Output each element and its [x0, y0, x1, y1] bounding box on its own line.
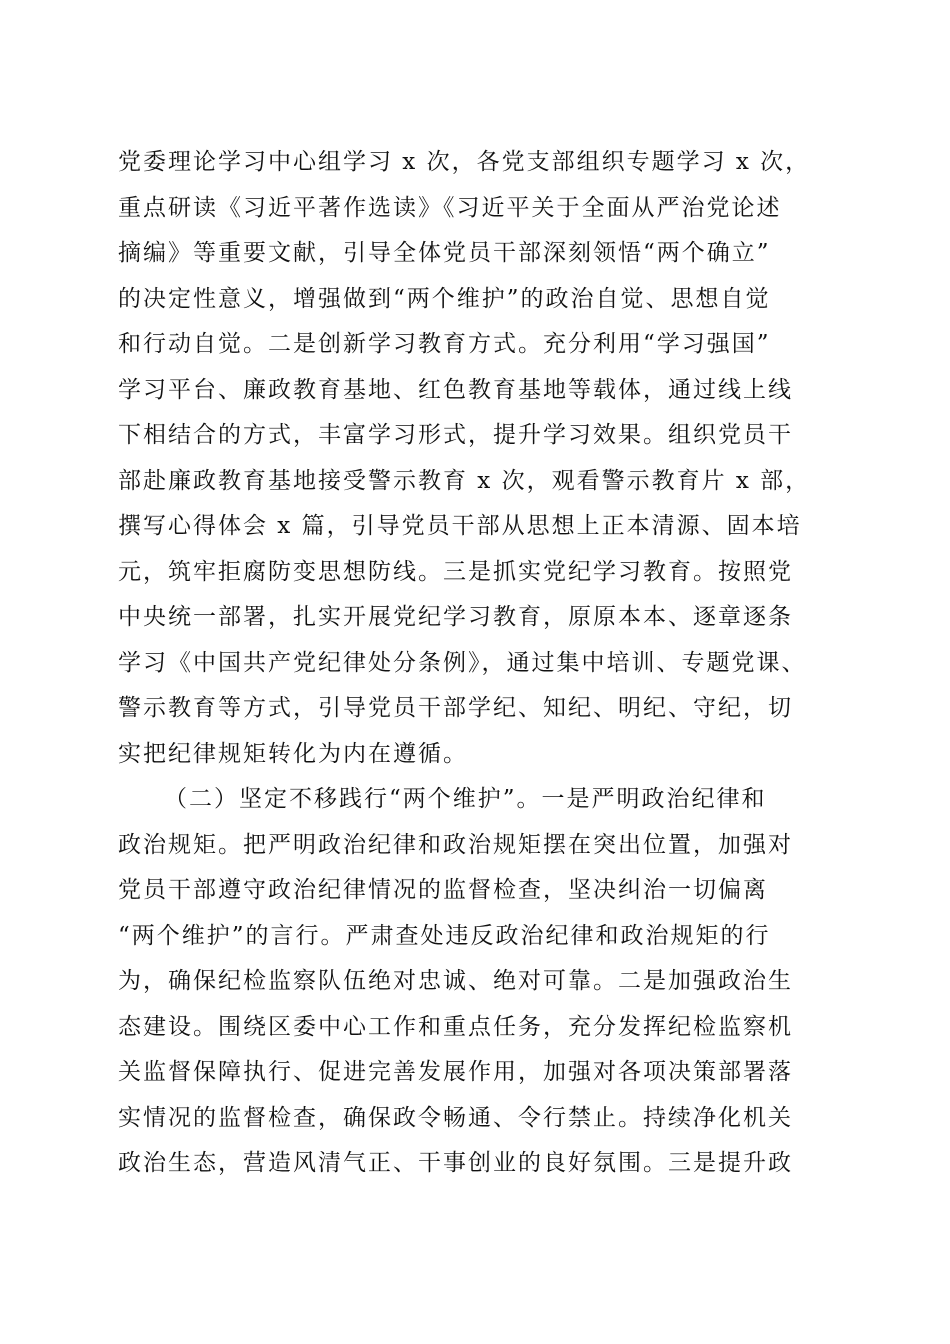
text-line-1: 党委理论学习中心组学习 x 次，各党支部组织专题学习 x 次， [118, 149, 811, 175]
text-line-9: 撰写心得体会 x 篇，引导党员干部从思想上正本清源、固本培 [118, 513, 802, 539]
text-line-2: 重点研读《习近平著作选读》《习近平关于全面从严治党论述 [118, 194, 782, 221]
text-line-8: 部赴廉政教育基地接受警示教育 x 次，观看警示教育片 x 部， [118, 467, 811, 494]
text-line-19: 为，确保纪检监察队伍绝对忠诚、绝对可靠。二是加强政治生 [118, 968, 793, 994]
text-line-23: 政治生态，营造风清气正、干事创业的良好氛围。三是提升政 [118, 1150, 793, 1176]
text-line-7: 下相结合的方式，丰富学习形式，提升学习效果。组织党员干 [118, 422, 793, 448]
text-line-11: 中央统一部署，扎实开展党纪学习教育，原原本本、逐章逐条 [118, 604, 793, 630]
text-line-6: 学习平台、廉政教育基地、红色教育基地等载体，通过线上线 [118, 376, 793, 403]
text-line-3: 摘编》等重要文献，引导全体党员干部深刻领悟“两个确立” [118, 240, 771, 266]
text-line-12: 学习《中国共产党纪律处分条例》，通过集中培训、专题党课、 [118, 649, 807, 676]
text-line-20: 态建设。围绕区委中心工作和重点任务，充分发挥纪检监察机 [118, 1013, 793, 1040]
text-line-14: 实把纪律规矩转化为内在遵循。 [118, 740, 468, 767]
text-line-13: 警示教育等方式，引导党员干部学纪、知纪、明纪、守纪，切 [118, 695, 793, 721]
text-line-4: 的决定性意义，增强做到“两个维护”的政治自觉、思想自觉 [118, 285, 771, 312]
text-line-22: 实情况的监督检查，确保政令畅通、令行禁止。持续净化机关 [118, 1104, 793, 1131]
text-line-10: 元，筑牢拒腐防变思想防线。三是抓实党纪学习教育。按照党 [118, 558, 793, 585]
text-line-17: 党员干部遵守政治纪律情况的监督检查，坚决纠治一切偏离 [118, 877, 768, 903]
text-line-18: “两个维护”的言行。严肃查处违反政治纪律和政治规矩的行 [118, 922, 771, 949]
section-heading-line: （二）坚定不移践行“两个维护”。一是严明政治纪律和 [164, 786, 767, 812]
text-line-21: 关监督保障执行、促进完善发展作用，加强对各项决策部署落 [118, 1059, 793, 1085]
text-line-16: 政治规矩。把严明政治纪律和政治规矩摆在突出位置，加强对 [118, 831, 793, 858]
document-body [118, 140, 838, 1187]
text-line-5: 和行动自觉。二是创新学习教育方式。充分利用“学习强国” [118, 331, 771, 357]
